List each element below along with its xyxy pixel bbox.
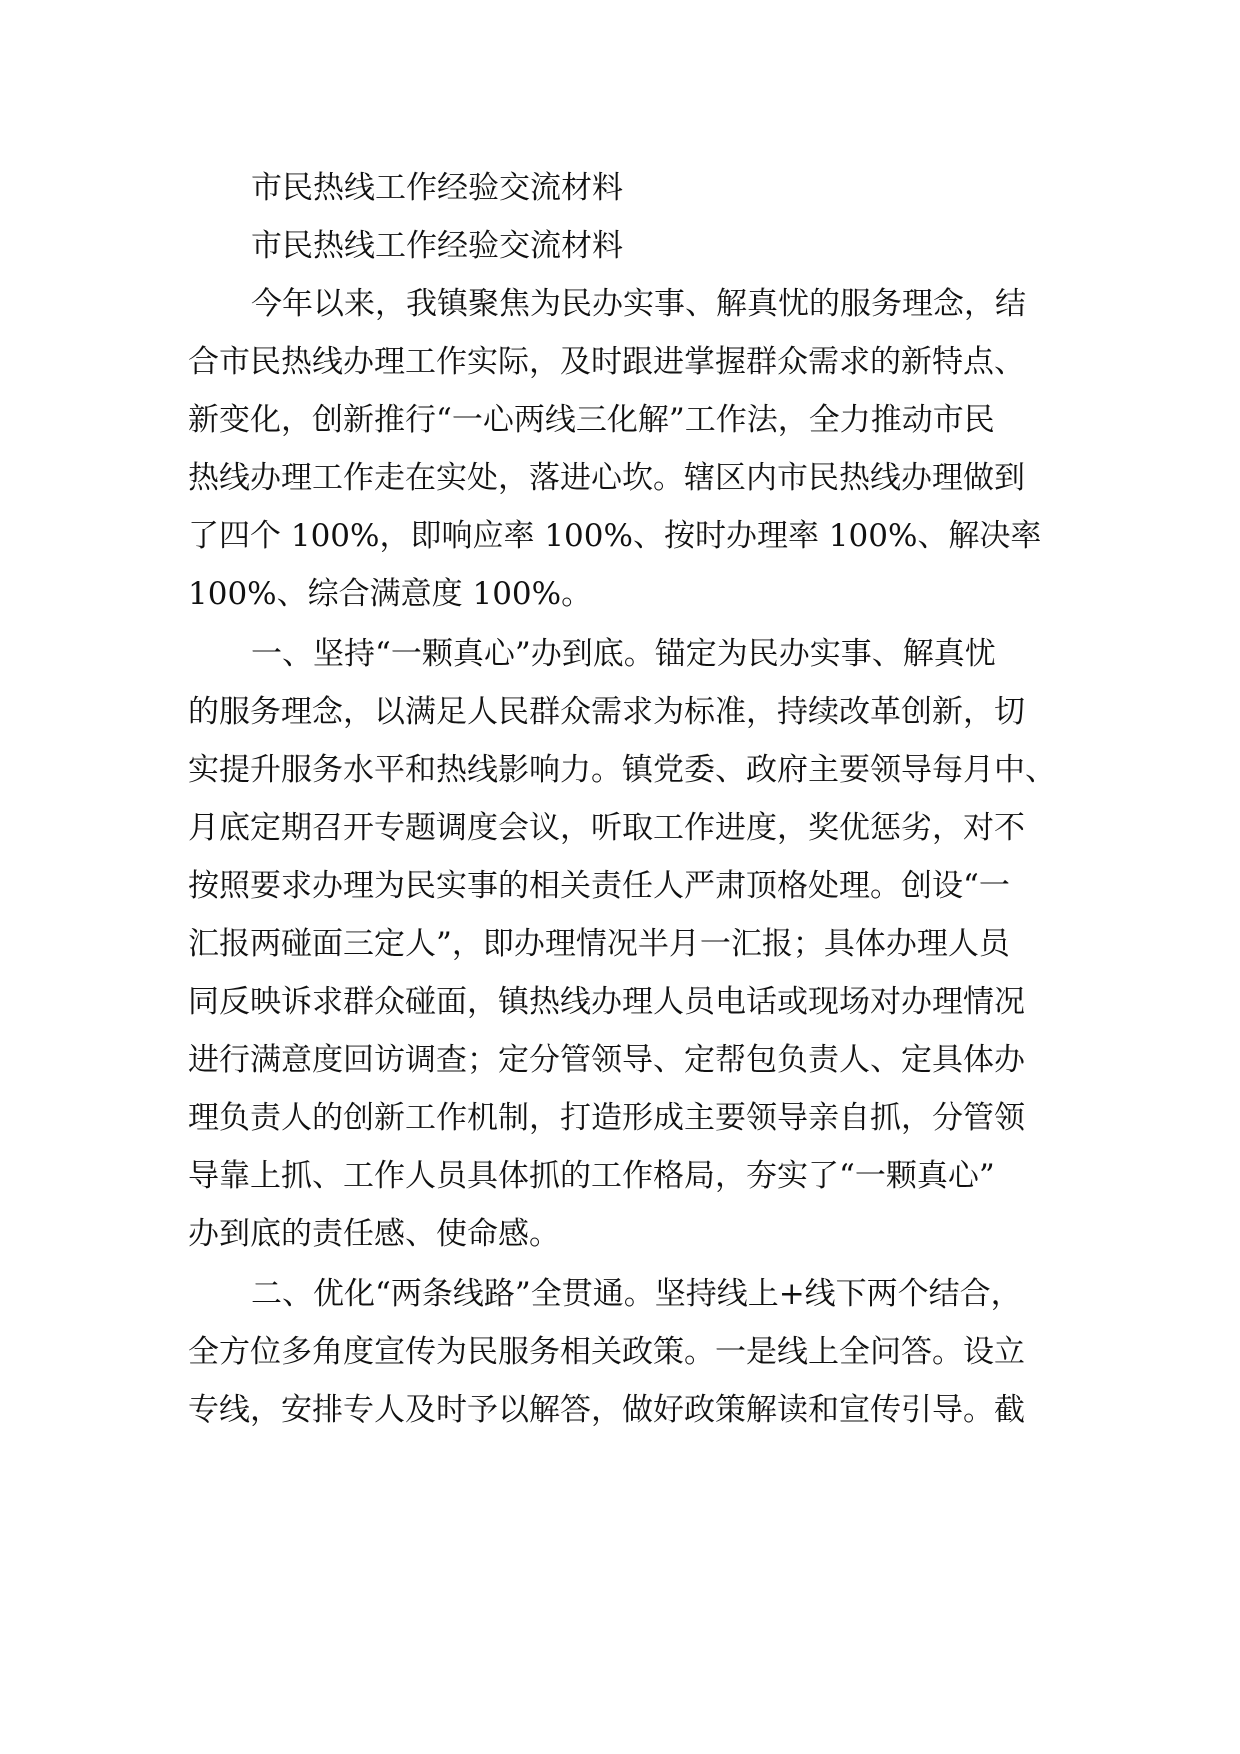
paragraph-line: 汇报两碰面三定人”，即办理情况半月一汇报；具体办理人员	[188, 926, 1010, 962]
document-subtitle: 市民热线工作经验交流材料	[251, 228, 623, 264]
paragraph-line: 实提升服务水平和热线影响力。镇党委、政府主要领导每月中、	[188, 752, 1056, 788]
paragraph-line: 办到底的责任感、使命感。	[188, 1216, 560, 1252]
paragraph-line: 一、坚持“一颗真心”办到底。锚定为民办实事、解真忧	[251, 636, 996, 672]
paragraph-line: 二、优化“两条线路”全贯通。坚持线上+线下两个结合，	[251, 1276, 1022, 1312]
paragraph-line: 合市民热线办理工作实际，及时跟进掌握群众需求的新特点、	[188, 344, 1025, 380]
paragraph-line: 全方位多角度宣传为民服务相关政策。一是线上全问答。设立	[188, 1334, 1025, 1370]
paragraph-line: 新变化，创新推行“一心两线三化解”工作法，全力推动市民	[188, 402, 995, 438]
paragraph-line: 了四个 100%，即响应率 100%、按时办理率 100%、解决率	[188, 518, 1042, 554]
paragraph-line: 热线办理工作走在实处，落进心坎。辖区内市民热线办理做到	[188, 460, 1025, 496]
paragraph-line: 专线，安排专人及时予以解答，做好政策解读和宣传引导。截	[188, 1392, 1025, 1428]
paragraph-line: 进行满意度回访调查；定分管领导、定帮包负责人、定具体办	[188, 1042, 1025, 1078]
paragraph-line: 100%、综合满意度 100%。	[188, 576, 593, 612]
paragraph-line: 理负责人的创新工作机制，打造形成主要领导亲自抓，分管领	[188, 1100, 1025, 1136]
paragraph-line: 导靠上抓、工作人员具体抓的工作格局，夯实了“一颗真心”	[188, 1158, 995, 1194]
paragraph-line: 同反映诉求群众碰面，镇热线办理人员电话或现场对办理情况	[188, 984, 1025, 1020]
paragraph-line: 月底定期召开专题调度会议，听取工作进度，奖优惩劣，对不	[188, 810, 1025, 846]
paragraph-line: 按照要求办理为民实事的相关责任人严肃顶格处理。创设“一	[188, 868, 1010, 904]
paragraph-line: 的服务理念，以满足人民群众需求为标准，持续改革创新，切	[188, 694, 1025, 730]
document-title: 市民热线工作经验交流材料	[251, 170, 623, 206]
paragraph-line: 今年以来，我镇聚焦为民办实事、解真忧的服务理念，结	[251, 286, 1026, 322]
